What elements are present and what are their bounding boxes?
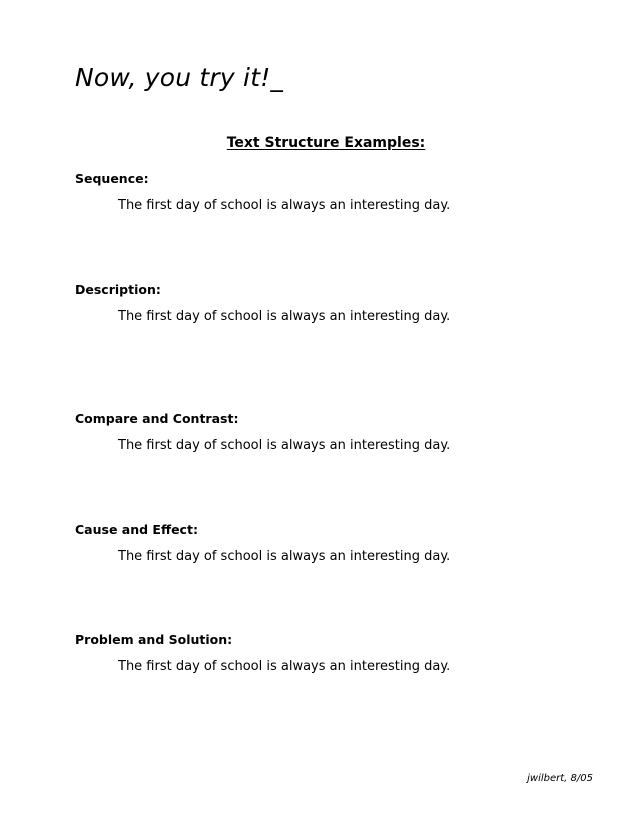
structure-example: The first day of school is always an interesting day. [118,659,451,674]
structure-label: Problem and Solution: [75,632,233,647]
section-heading: Text Structure Examples: [226,135,426,151]
structure-compare-contrast [75,411,595,454]
structure-example: The first day of school is always an interesting day. [118,309,451,324]
structure-description [75,282,595,325]
author-credit: jwilbert, 8/05 [527,773,593,784]
structure-example: The first day of school is always an interesting day. [118,198,451,213]
structure-sequence [75,171,595,214]
structure-label: Description: [75,282,161,297]
structure-example: The first day of school is always an interesting day. [118,549,451,564]
structure-example: The first day of school is always an interesting day. [118,438,451,453]
structure-problem-solution [75,632,595,675]
structure-label: Cause and Effect: [75,522,198,537]
structure-label: Compare and Contrast: [75,411,239,426]
structure-cause-effect [75,522,595,565]
structure-label: Sequence: [75,171,149,186]
page-title: Now, you try it!_ [75,63,284,92]
